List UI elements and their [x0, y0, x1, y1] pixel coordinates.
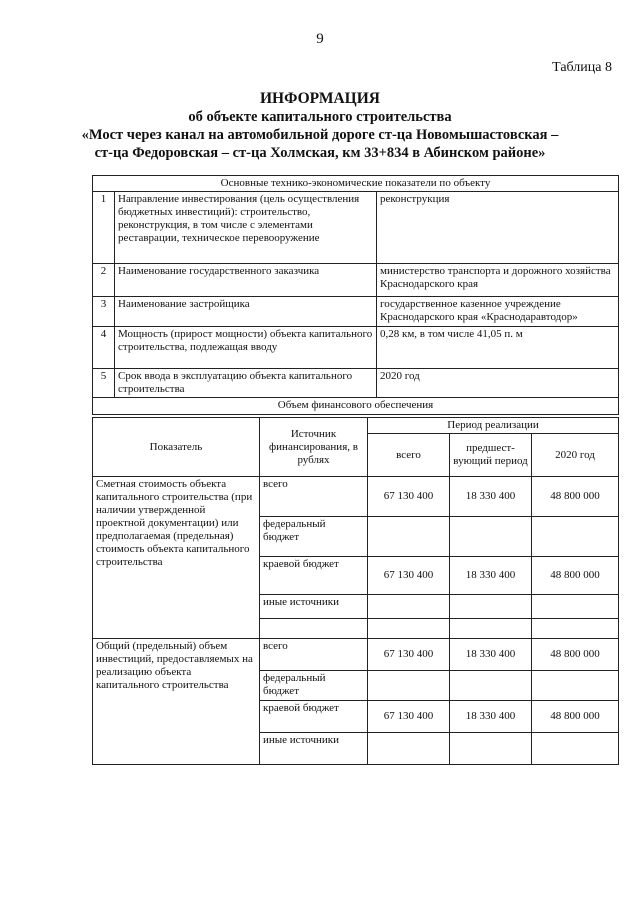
value-year: 48 800 000 [532, 557, 619, 595]
value-previous: 18 330 400 [450, 701, 532, 733]
value-total [368, 733, 450, 765]
value-total [368, 671, 450, 701]
value-year [532, 595, 619, 619]
col-previous-header: предшест-вующий период [450, 434, 532, 477]
col-total-header: всего [368, 434, 450, 477]
group-indicator: Сметная стоимость объекта капитального строительства (при наличии утвержденной проектной документации) или предполагаемая (предельная) стоимость объекта капитального строительства [93, 477, 260, 639]
col-year-header: 2020 год [532, 434, 619, 477]
param-value: 2020 год [377, 369, 619, 398]
params-table [92, 175, 619, 415]
param-value: реконструкция [377, 192, 619, 264]
value-year: 48 800 000 [532, 639, 619, 671]
value-previous [450, 517, 532, 557]
value-total: 67 130 400 [368, 557, 450, 595]
source-name: всего [260, 477, 368, 517]
param-value: 0,28 км, в том числе 41,05 п. м [377, 327, 619, 369]
source-name: краевой бюджет [260, 701, 368, 733]
title-line-4: ст-ца Федоровская – ст-ца Холмская, км 33+834 в Абинском районе» [94, 145, 546, 161]
value-total: 67 130 400 [368, 639, 450, 671]
row-number: 2 [93, 264, 115, 297]
value-total [368, 595, 450, 619]
value-previous: 18 330 400 [450, 477, 532, 517]
value-year: 48 800 000 [532, 701, 619, 733]
value-year [532, 517, 619, 557]
params-header: Основные технико-экономические показатели по объекту [93, 176, 619, 192]
source-name: федеральный бюджет [260, 671, 368, 701]
spacer-cell [368, 619, 450, 639]
col-indicator-header: Показатель [93, 418, 260, 477]
value-total [368, 517, 450, 557]
param-name: Направление инвестирования (цель осуществления бюджетных инвестиций): строительство, реконструкция, в том числе с элементами реставрации, техническое перевооружение [115, 192, 377, 264]
param-value: государственное казенное учреждение Краснодарского края «Краснодаравтодор» [377, 297, 619, 327]
source-name: всего [260, 639, 368, 671]
finance-table [92, 417, 619, 765]
document-title [0, 90, 640, 162]
finance-title: Объем финансового обеспечения [93, 398, 619, 415]
value-year: 48 800 000 [532, 477, 619, 517]
col-source-header: Источник финансирования, в рублях [260, 418, 368, 477]
table-label: Таблица 8 [552, 60, 612, 75]
value-previous [450, 733, 532, 765]
source-name: иные источники [260, 733, 368, 765]
value-year [532, 671, 619, 701]
source-name: иные источники [260, 595, 368, 619]
value-previous: 18 330 400 [450, 557, 532, 595]
row-number: 4 [93, 327, 115, 369]
page-number: 9 [316, 31, 324, 47]
param-name: Наименование государственного заказчика [115, 264, 377, 297]
value-previous [450, 671, 532, 701]
param-name: Срок ввода в эксплуатацию объекта капитального строительства [115, 369, 377, 398]
col-period-header: Период реализации [368, 418, 619, 434]
title-line-1: ИНФОРМАЦИЯ [260, 90, 380, 107]
value-year [532, 733, 619, 765]
row-number: 1 [93, 192, 115, 264]
value-previous: 18 330 400 [450, 639, 532, 671]
group-indicator: Общий (предельный) объем инвестиций, предоставляемых на реализацию объекта капитального строительства [93, 639, 260, 765]
row-number: 3 [93, 297, 115, 327]
spacer-cell [260, 619, 368, 639]
param-value: министерство транспорта и дорожного хозяйства Краснодарского края [377, 264, 619, 297]
title-line-3: «Мост через канал на автомобильной дороге ст-ца Новомышастовская – [81, 127, 559, 143]
value-previous [450, 595, 532, 619]
source-name: краевой бюджет [260, 557, 368, 595]
param-name: Мощность (прирост мощности) объекта капитального строительства, подлежащая вводу [115, 327, 377, 369]
source-name: федеральный бюджет [260, 517, 368, 557]
title-line-2: об объекте капитального строительства [188, 109, 452, 125]
value-total: 67 130 400 [368, 701, 450, 733]
param-name: Наименование застройщика [115, 297, 377, 327]
row-number: 5 [93, 369, 115, 398]
spacer-cell [450, 619, 532, 639]
spacer-cell [532, 619, 619, 639]
value-total: 67 130 400 [368, 477, 450, 517]
